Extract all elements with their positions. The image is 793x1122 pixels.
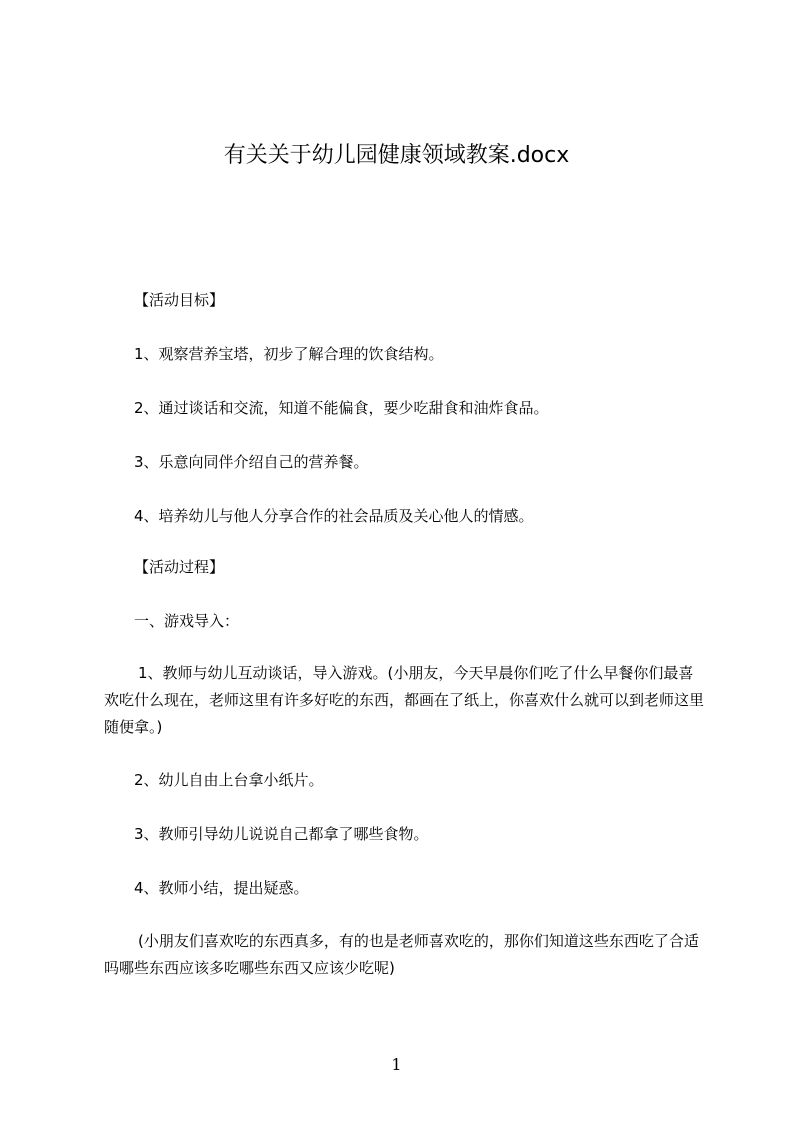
process-step-4: 4、教师小结，提出疑惑。 (134, 879, 309, 897)
goal-item-4: 4、培养幼儿与他人分享合作的社会品质及关心他人的情感。 (134, 507, 534, 525)
goal-item-2: 2、通过谈话和交流，知道不能偏食，要少吃甜食和油炸食品。 (134, 399, 549, 417)
goal-item-1: 1、观察营养宝塔，初步了解合理的饮食结构。 (134, 345, 444, 363)
process-step-3: 3、教师引导幼儿说说自己都拿了哪些食物。 (134, 825, 429, 843)
page-number: 1 (391, 1055, 402, 1074)
heading-activity-goals: 【活动目标】 (134, 291, 225, 309)
section-game-intro: 一、游戏导入： (134, 612, 240, 630)
teacher-note: (小朋友们喜欢吃的东西真多，有的也是老师喜欢吃的，那你们知道这些东西吃了合适吗哪些东西应该多吃哪些东西又应该少吃呢) (104, 932, 699, 977)
document-title: 有关关于幼儿园健康领域教案.docx (223, 143, 570, 168)
process-step-2: 2、幼儿自由上台拿小纸片。 (134, 771, 324, 789)
goal-item-3: 3、乐意向同伴介绍自己的营养餐。 (134, 453, 369, 471)
process-step-1: 1、教师与幼儿互动谈话，导入游戏。(小朋友，今天早晨你们吃了什么早餐你们最喜欢吃什么现在，老师这里有许多好吃的东西，都画在了纸上，你喜欢什么就可以到老师这里随便拿。) (104, 664, 705, 736)
heading-activity-process: 【活动过程】 (134, 558, 225, 576)
